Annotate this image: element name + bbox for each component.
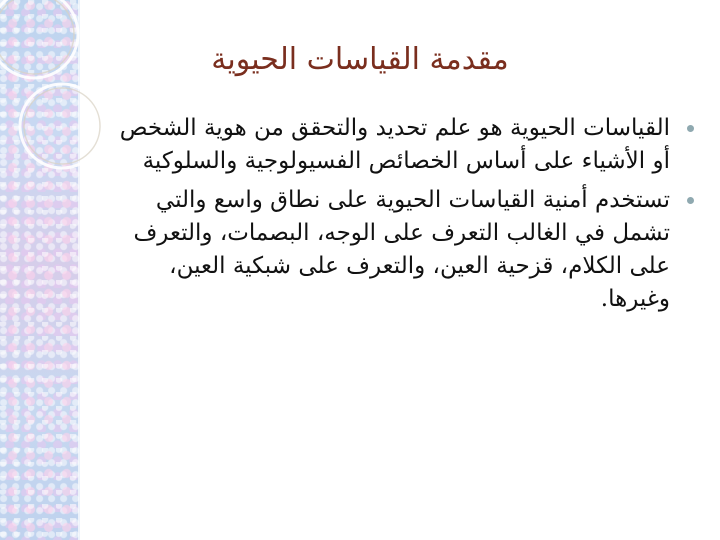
bullet-list (118, 112, 698, 322)
bullet-item (118, 112, 698, 178)
bullet-dot-icon (687, 125, 694, 132)
bullet-dot-icon (687, 197, 694, 204)
bullet-text: تستخدم أمنية القياسات الحيوية على نطاق واسع والتي تشمل في الغالب التعرف على الوجه، البصمات، والتعرف على الكلام، قزحية العين، والتعرف على شبكية العين، وغيرها. (133, 187, 670, 312)
decorative-side-strip (0, 0, 80, 540)
bullet-item (118, 184, 698, 316)
slide-title: مقدمة القياسات الحيوية (211, 42, 509, 77)
bullet-text: القياسات الحيوية هو علم تحديد والتحقق من هوية الشخص أو الأشياء على أساس الخصائص الفسيولوجية والسلوكية (119, 115, 670, 174)
